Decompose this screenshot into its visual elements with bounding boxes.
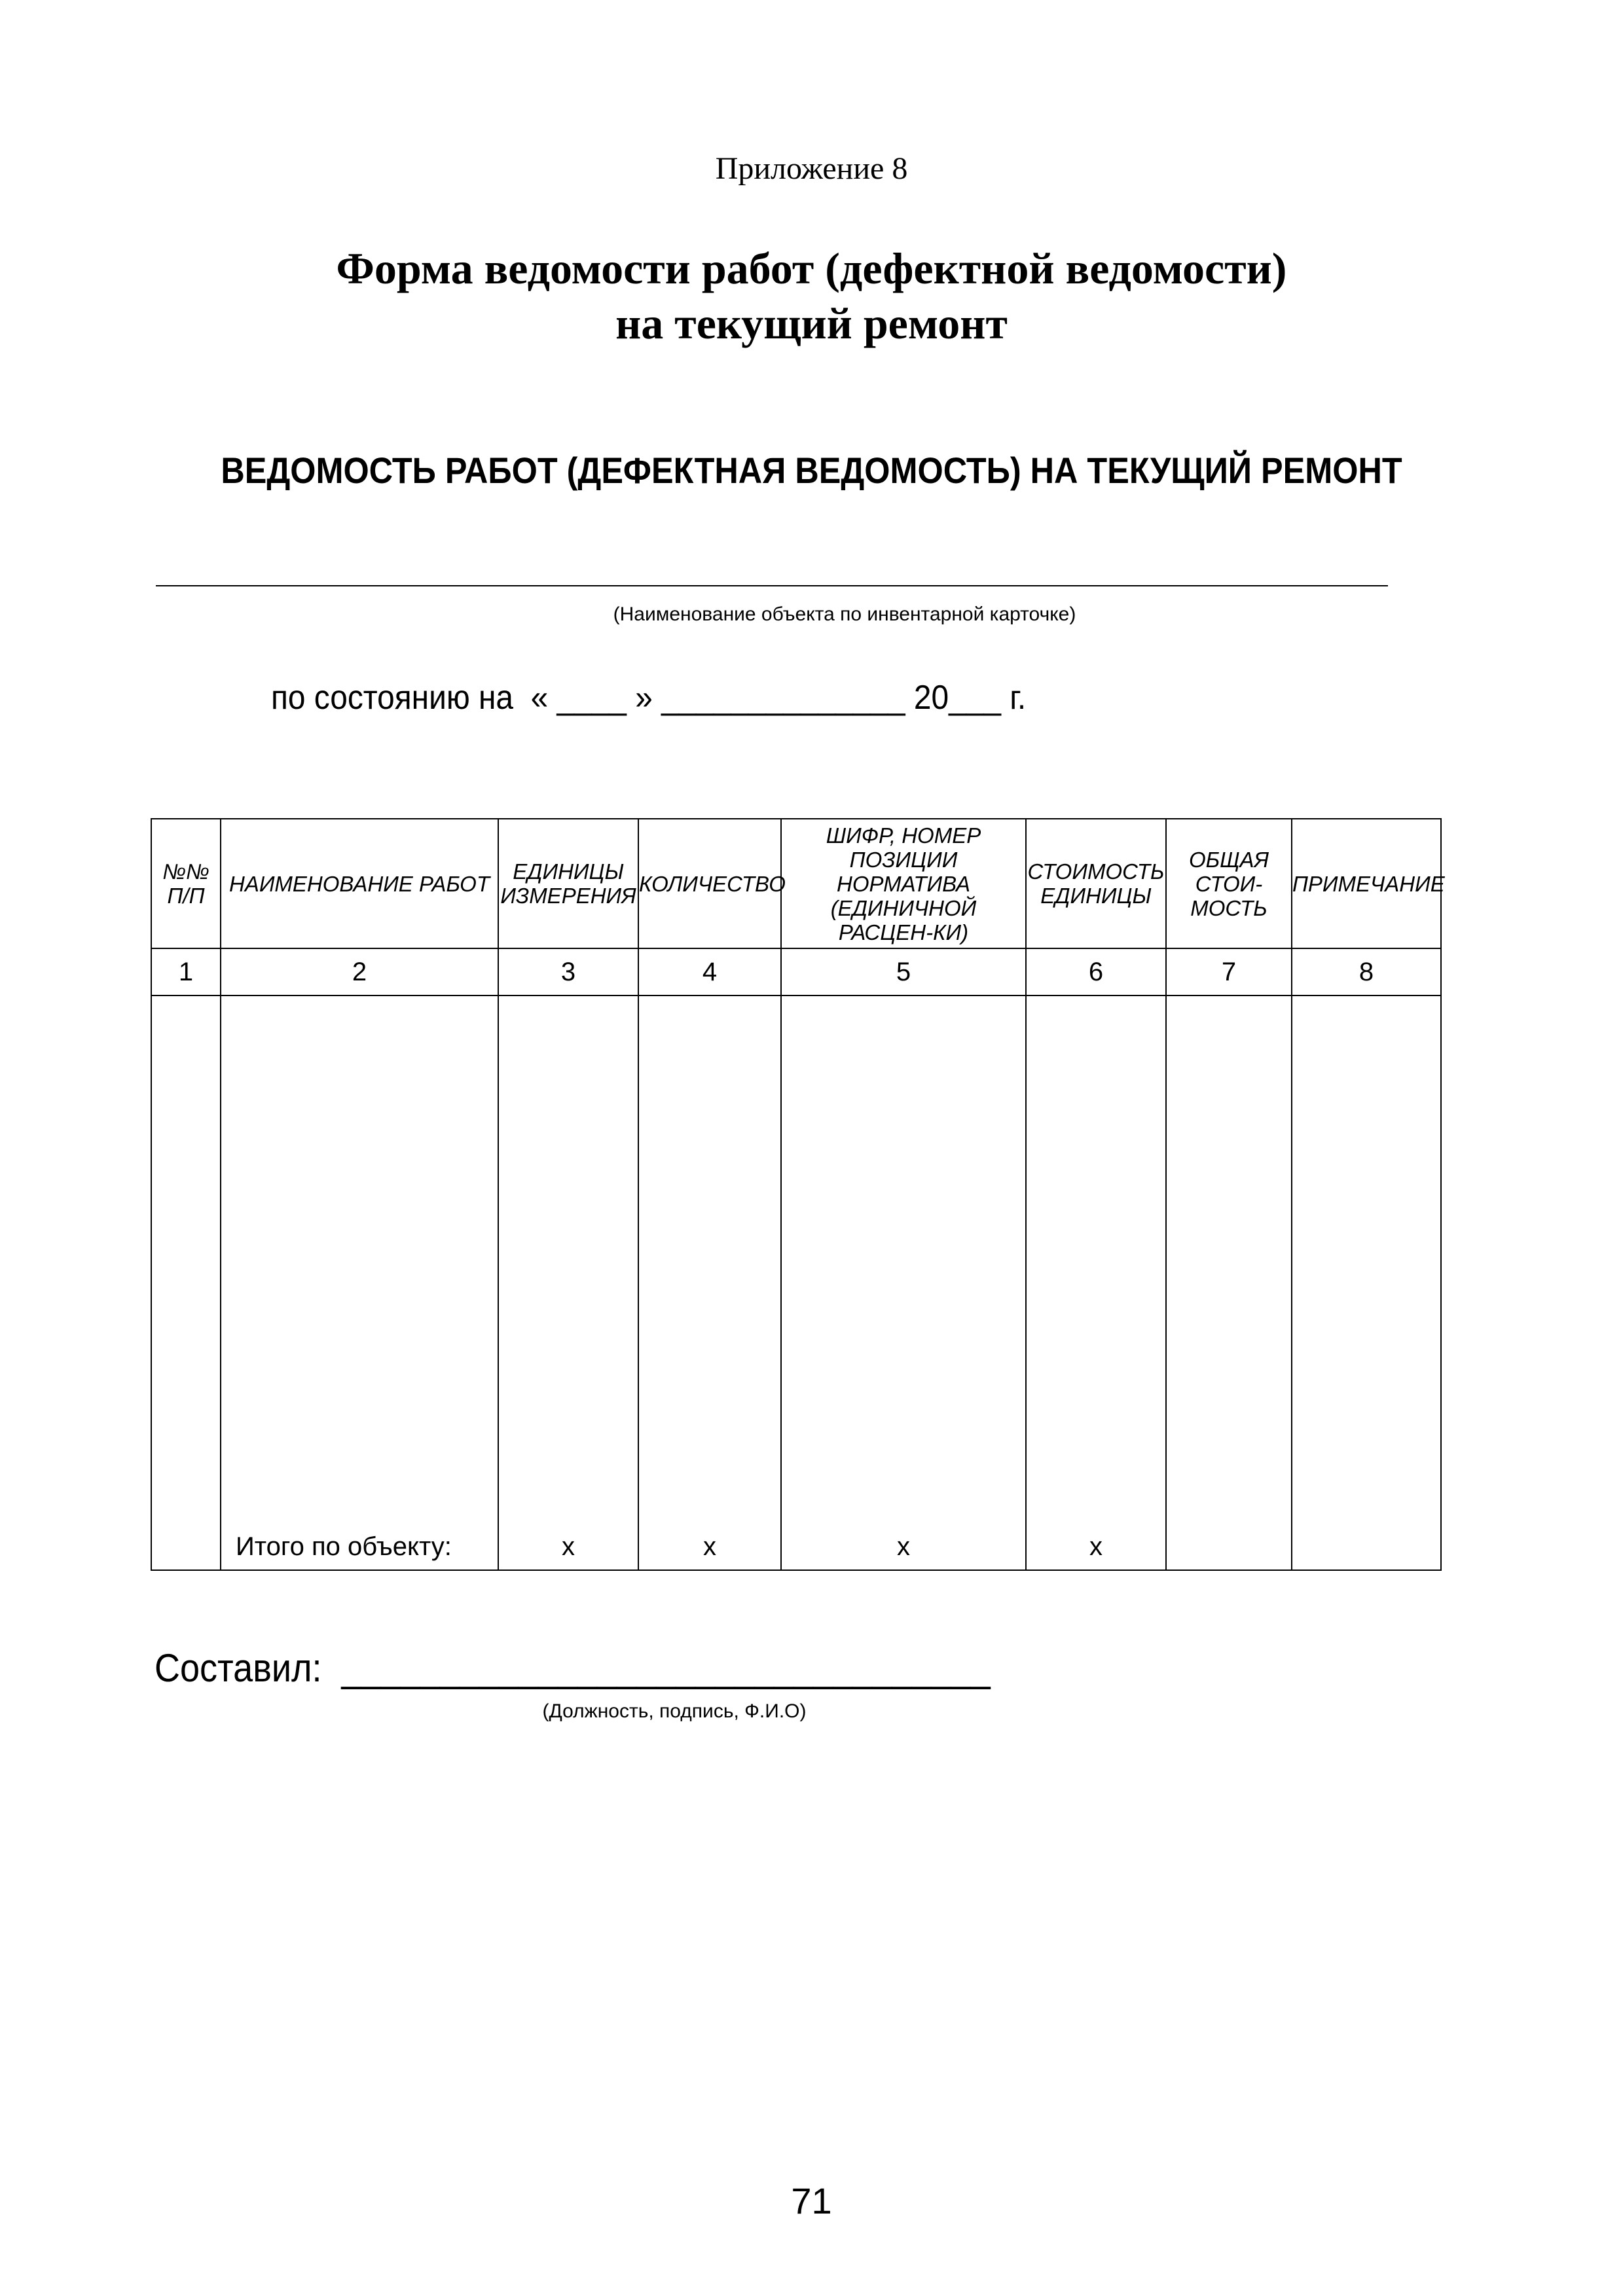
object-name-field — [156, 585, 1388, 586]
header-cell: ПРИМЕЧАНИЕ — [1292, 819, 1441, 948]
form-title-line-2: на текущий ремонт — [615, 298, 1008, 348]
total-row — [151, 996, 1441, 1570]
header-cell: НАИМЕНОВАНИЕ РАБОТ — [221, 819, 498, 948]
page-number: 71 — [791, 2180, 832, 2221]
column-number-cell: 2 — [221, 948, 498, 996]
column-number-cell: 4 — [638, 948, 781, 996]
column-number-cell: 7 — [1166, 948, 1292, 996]
header-cell: №№ П/П — [151, 819, 221, 948]
total-label: Итого по объекту: — [221, 996, 498, 1570]
table-header-row — [151, 819, 1441, 948]
appendix-label: Приложение 8 — [715, 151, 908, 186]
column-number-cell: 1 — [151, 948, 221, 996]
works-table — [151, 818, 1445, 1571]
column-number-cell: 8 — [1292, 948, 1441, 996]
header-cell: КОЛИЧЕСТВО — [638, 819, 781, 948]
header-cell: ЕДИНИЦЫ ИЗМЕРЕНИЯ — [498, 819, 638, 948]
form-title — [0, 241, 1623, 351]
total-cell — [1166, 996, 1292, 1570]
form-title-line-1: Форма ведомости работ (дефектной ведомости) — [336, 243, 1287, 293]
document-title: ВЕДОМОСТЬ РАБОТ (ДЕФЕКТНАЯ ВЕДОМОСТЬ) НА ТЕКУЩИЙ РЕМОНТ — [221, 450, 1402, 491]
column-number-row — [151, 948, 1441, 996]
total-cell — [151, 996, 221, 1570]
total-cell: х — [1026, 996, 1166, 1570]
object-name-caption: (Наименование объекта по инвентарной карточке) — [613, 603, 1076, 625]
compiled-by-line: Составил: _________________________________ — [155, 1646, 991, 1690]
compiled-by-caption: (Должность, подпись, Ф.И.О) — [542, 1700, 807, 1722]
header-cell: СТОИМОСТЬ ЕДИНИЦЫ — [1026, 819, 1166, 948]
header-cell: ОБЩАЯ СТОИ-МОСТЬ — [1166, 819, 1292, 948]
total-cell: х — [781, 996, 1026, 1570]
total-cell: х — [638, 996, 781, 1570]
state-date-line: по состоянию на « ____ » ______________ 20___ г. — [271, 679, 1027, 717]
column-number-cell: 3 — [498, 948, 638, 996]
header-cell: ШИФР, НОМЕР ПОЗИЦИИ НОРМАТИВА (ЕДИНИЧНОЙ РАСЦЕН-КИ) — [781, 819, 1026, 948]
column-number-cell: 6 — [1026, 948, 1166, 996]
total-cell: х — [498, 996, 638, 1570]
total-cell — [1292, 996, 1441, 1570]
column-number-cell: 5 — [781, 948, 1026, 996]
